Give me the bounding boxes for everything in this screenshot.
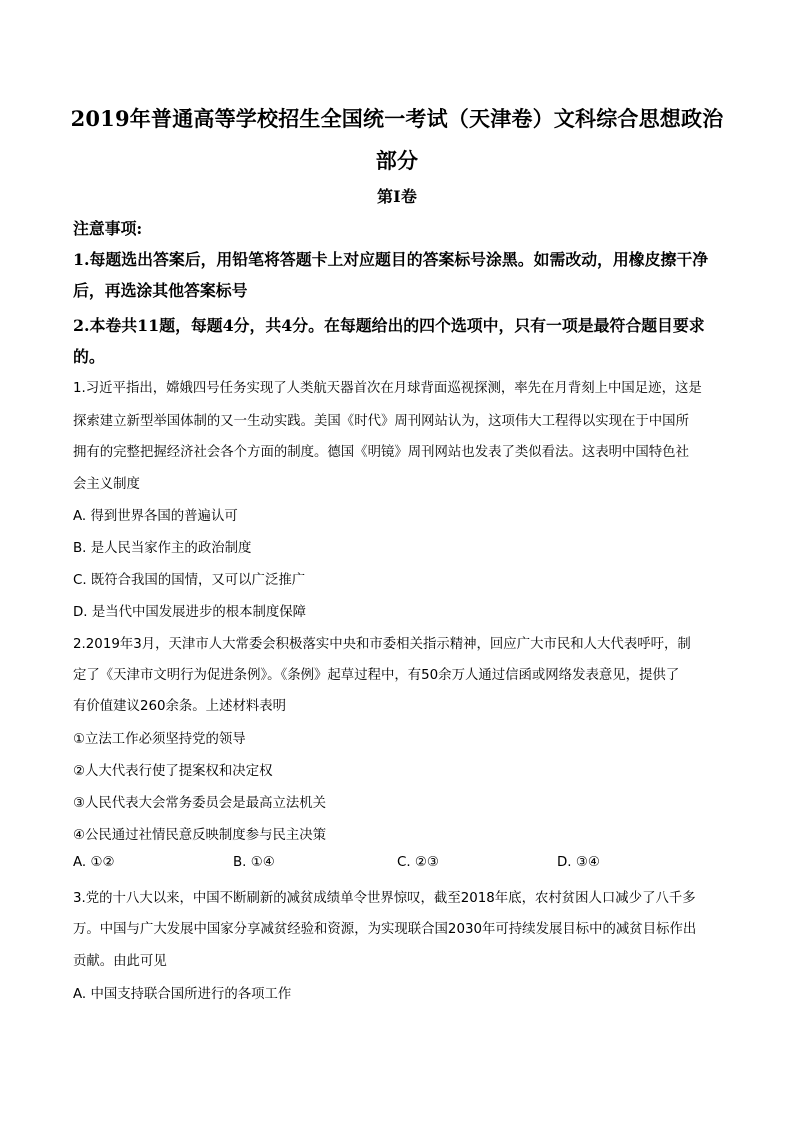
- q2-item-2: ②人大代表行使了提案权和决定权: [73, 764, 273, 779]
- notice-item-1-line2: 后，再选涂其他答案标号: [73, 281, 248, 300]
- q3-stem-line: 贡献。由此可见: [73, 954, 167, 969]
- q2-item-3: ③人民代表大会常务委员会是最高立法机关: [73, 796, 327, 811]
- q1-option-b: B. 是人民当家作主的政治制度: [73, 541, 252, 556]
- document-title-line2: 部分: [375, 148, 419, 173]
- notice-heading: 注意事项:: [73, 219, 143, 238]
- q2-stem-line: 定了《天津市文明行为促进条例》。《条例》起草过程中，有50余万人通过信函或网络发表意见，提供了: [73, 668, 680, 683]
- document-title-line1: 2019年普通高等学校招生全国统一考试（天津卷）文科综合思想政治: [70, 106, 724, 131]
- q2-item-1: ①立法工作必须坚持党的领导: [73, 732, 246, 747]
- notice-item-1-line1: 1.每题选出答案后，用铅笔将答题卡上对应题目的答案标号涂黑。如需改动，用橡皮擦干净: [73, 250, 709, 269]
- q1-stem-line: 探索建立新型举国体制的又一生动实践。美国《时代》周刊网站认为，这项伟大工程得以实现在于中国所: [73, 414, 689, 429]
- q3-stem-line: 3.党的十八大以来，中国不断刷新的减贫成绩单令世界惊叹，截至2018年底，农村贫困人口减少了八千多: [73, 891, 696, 906]
- notice-item-2-line1: 2.本卷共11题，每题4分，共4分。在每题给出的四个选项中，只有一项是最符合题目要求: [73, 316, 705, 335]
- q1-option-a: A. 得到世界各国的普遍认可: [73, 509, 238, 524]
- q2-stem-line: 有价值建议260余条。上述材料表明: [73, 699, 287, 714]
- notice-item-2-line2: 的。: [73, 347, 105, 366]
- q1-stem-line: 1.习近平指出，嫦娥四号任务实现了人类航天器首次在月球背面巡视探测，率先在月背刻上中国足迹，这是: [73, 381, 702, 396]
- q2-option-b: B. ①④: [233, 855, 275, 870]
- q1-option-d: D. 是当代中国发展进步的根本制度保障: [73, 605, 307, 620]
- q1-stem-line: 会主义制度: [73, 477, 140, 492]
- q2-item-4: ④公民通过社情民意反映制度参与民主决策: [73, 828, 327, 843]
- q2-option-a: A. ①②: [73, 855, 115, 870]
- q3-stem-line: 万。中国与广大发展中国家分享减贫经验和资源，为实现联合国2030年可持续发展目标中的减贫目标作出: [73, 922, 697, 937]
- q1-stem-line: 拥有的完整把握经济社会各个方面的制度。德国《明镜》周刊网站也发表了类似看法。这表明中国特色社: [73, 445, 689, 460]
- q3-option-a: A. 中国支持联合国所进行的各项工作: [73, 987, 292, 1002]
- q2-option-d: D. ③④: [557, 855, 600, 870]
- q1-option-c: C. 既符合我国的国情，又可以广泛推广: [73, 573, 306, 588]
- q2-stem-line: 2.2019年3月，天津市人大常委会积极落实中央和市委相关指示精神，回应广大市民和人大代表呼吁，制: [73, 637, 691, 652]
- q2-option-c: C. ②③: [397, 855, 439, 870]
- volume-label: 第I卷: [376, 187, 418, 206]
